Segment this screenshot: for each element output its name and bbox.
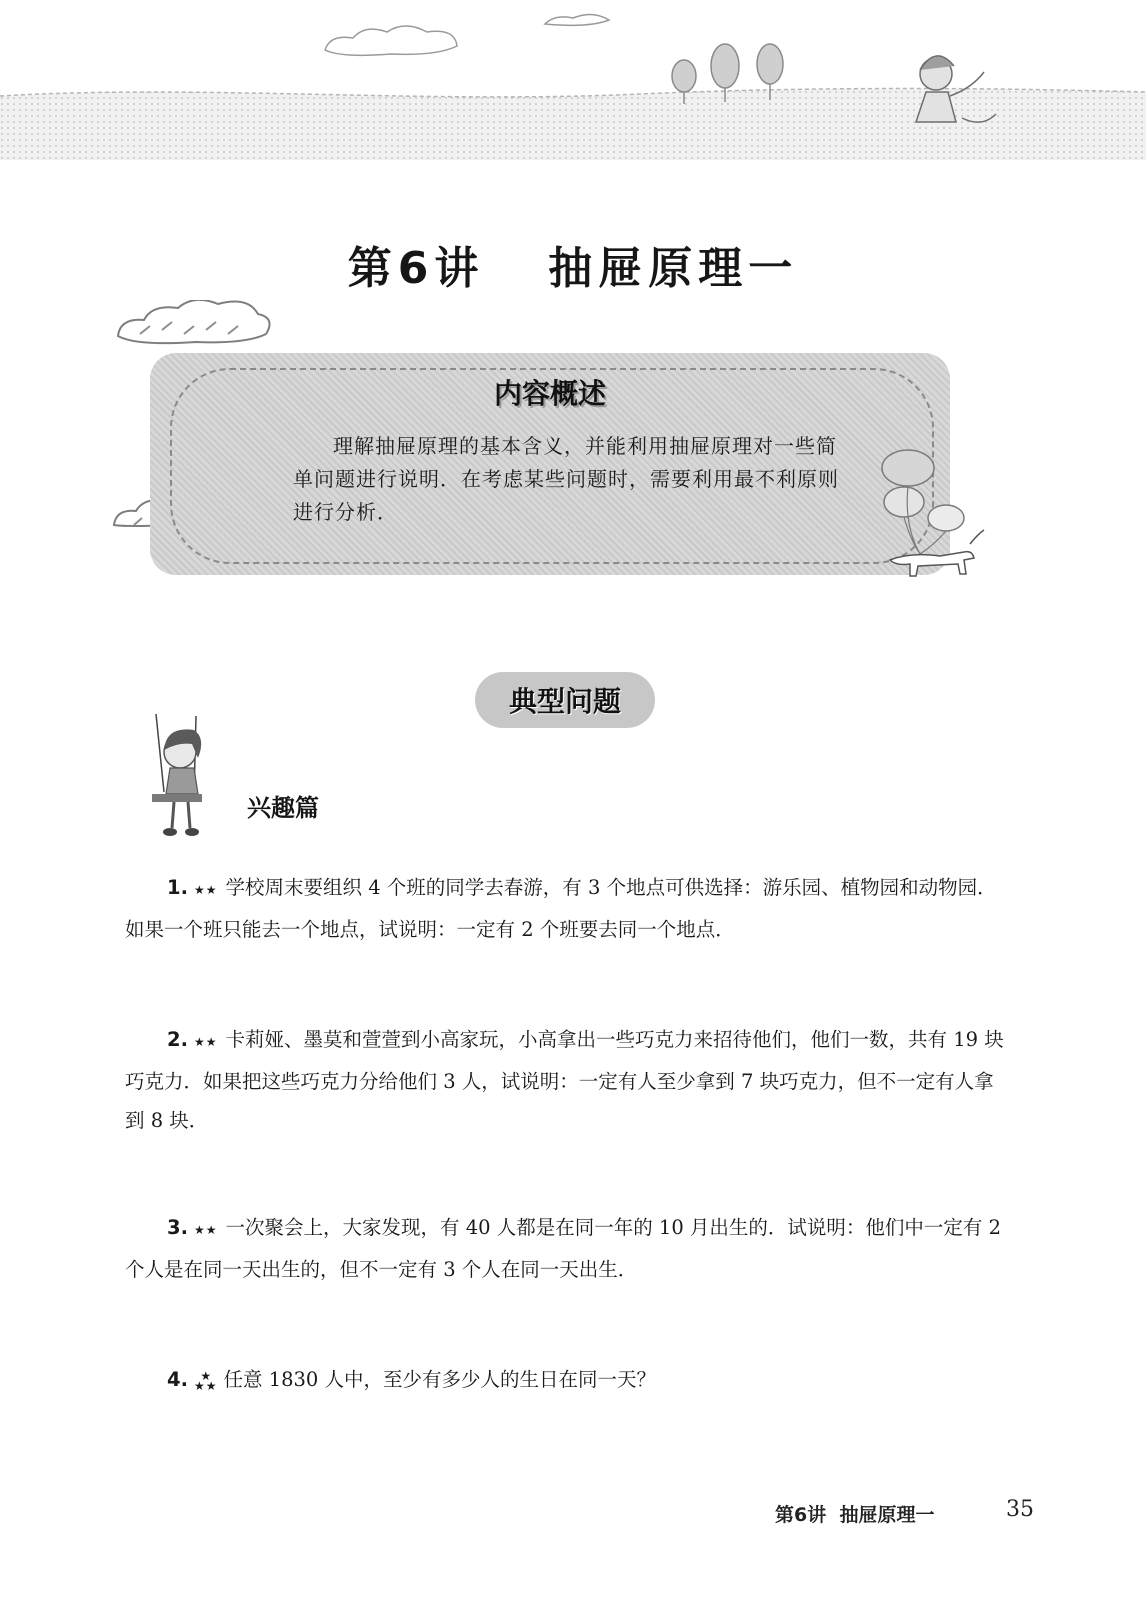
difficulty-stars-icon: ★★ <box>193 1035 218 1049</box>
cloud-icon <box>110 300 280 360</box>
problem-number: 1. <box>167 876 188 899</box>
header-landscape-illustration <box>0 0 1146 160</box>
star-top: ★ <box>200 1368 212 1383</box>
cloud-icon <box>325 14 609 55</box>
interest-section-heading: 兴趣篇 <box>247 794 319 822</box>
typical-problems-title: 典型问题 <box>508 685 621 718</box>
problem-number: 2. <box>167 1028 188 1051</box>
problem-number: 4. <box>167 1368 188 1391</box>
problem-4 <box>125 1360 1005 1399</box>
problem-text: 学校周末要组织 4 个班的同学去春游，有 3 个地点可供选择：游乐园、植物园和动物园．如果一个班只能去一个地点，试说明：一定有 2 个班要去同一个地点． <box>125 876 997 941</box>
problem-3 <box>125 1208 1005 1289</box>
overview-text: 理解抽屉原理的基本含义，并能利用抽屉原理对一些简单问题进行说明．在考虑某些问题时，需要利用最不利原则进行分析． <box>293 434 839 524</box>
page-number: 35 <box>1006 1497 1034 1522</box>
difficulty-stars-icon <box>193 1368 218 1393</box>
difficulty-stars-icon: ★★ <box>193 883 218 897</box>
difficulty-stars-icon: ★★ <box>193 1223 218 1237</box>
problem-text: 一次聚会上，大家发现，有 40 人都是在同一年的 10 月出生的．试说明：他们中一定有 2 个人是在同一天出生的，但不一定有 3 个人在同一天出生． <box>125 1216 1002 1281</box>
problem-text: 卡莉娅、墨莫和萱萱到小高家玩，小高拿出一些巧克力来招待他们，他们一数，共有 19 块巧克力．如果把这些巧克力分给他们 3 人，试说明：一定有人至少拿到 7 块巧克力，但不一定有人拿到 8 块． <box>125 1028 1004 1132</box>
balloon-dog-icon <box>880 448 990 580</box>
problem-number: 3. <box>167 1216 188 1239</box>
problem-text: 任意 1830 人中，至少有多少人的生日在同一天？ <box>223 1368 657 1391</box>
star-bottom: ★★ <box>193 1378 218 1393</box>
footer-chapter-label: 第6讲 抽屉原理一 <box>775 1504 935 1526</box>
girl-on-swing-icon <box>140 712 220 842</box>
problem-1 <box>125 868 1005 949</box>
problem-2 <box>125 1020 1005 1140</box>
chapter-title: 第6讲 抽屉原理一 <box>347 243 799 294</box>
overview-title: 内容概述 <box>493 377 606 410</box>
